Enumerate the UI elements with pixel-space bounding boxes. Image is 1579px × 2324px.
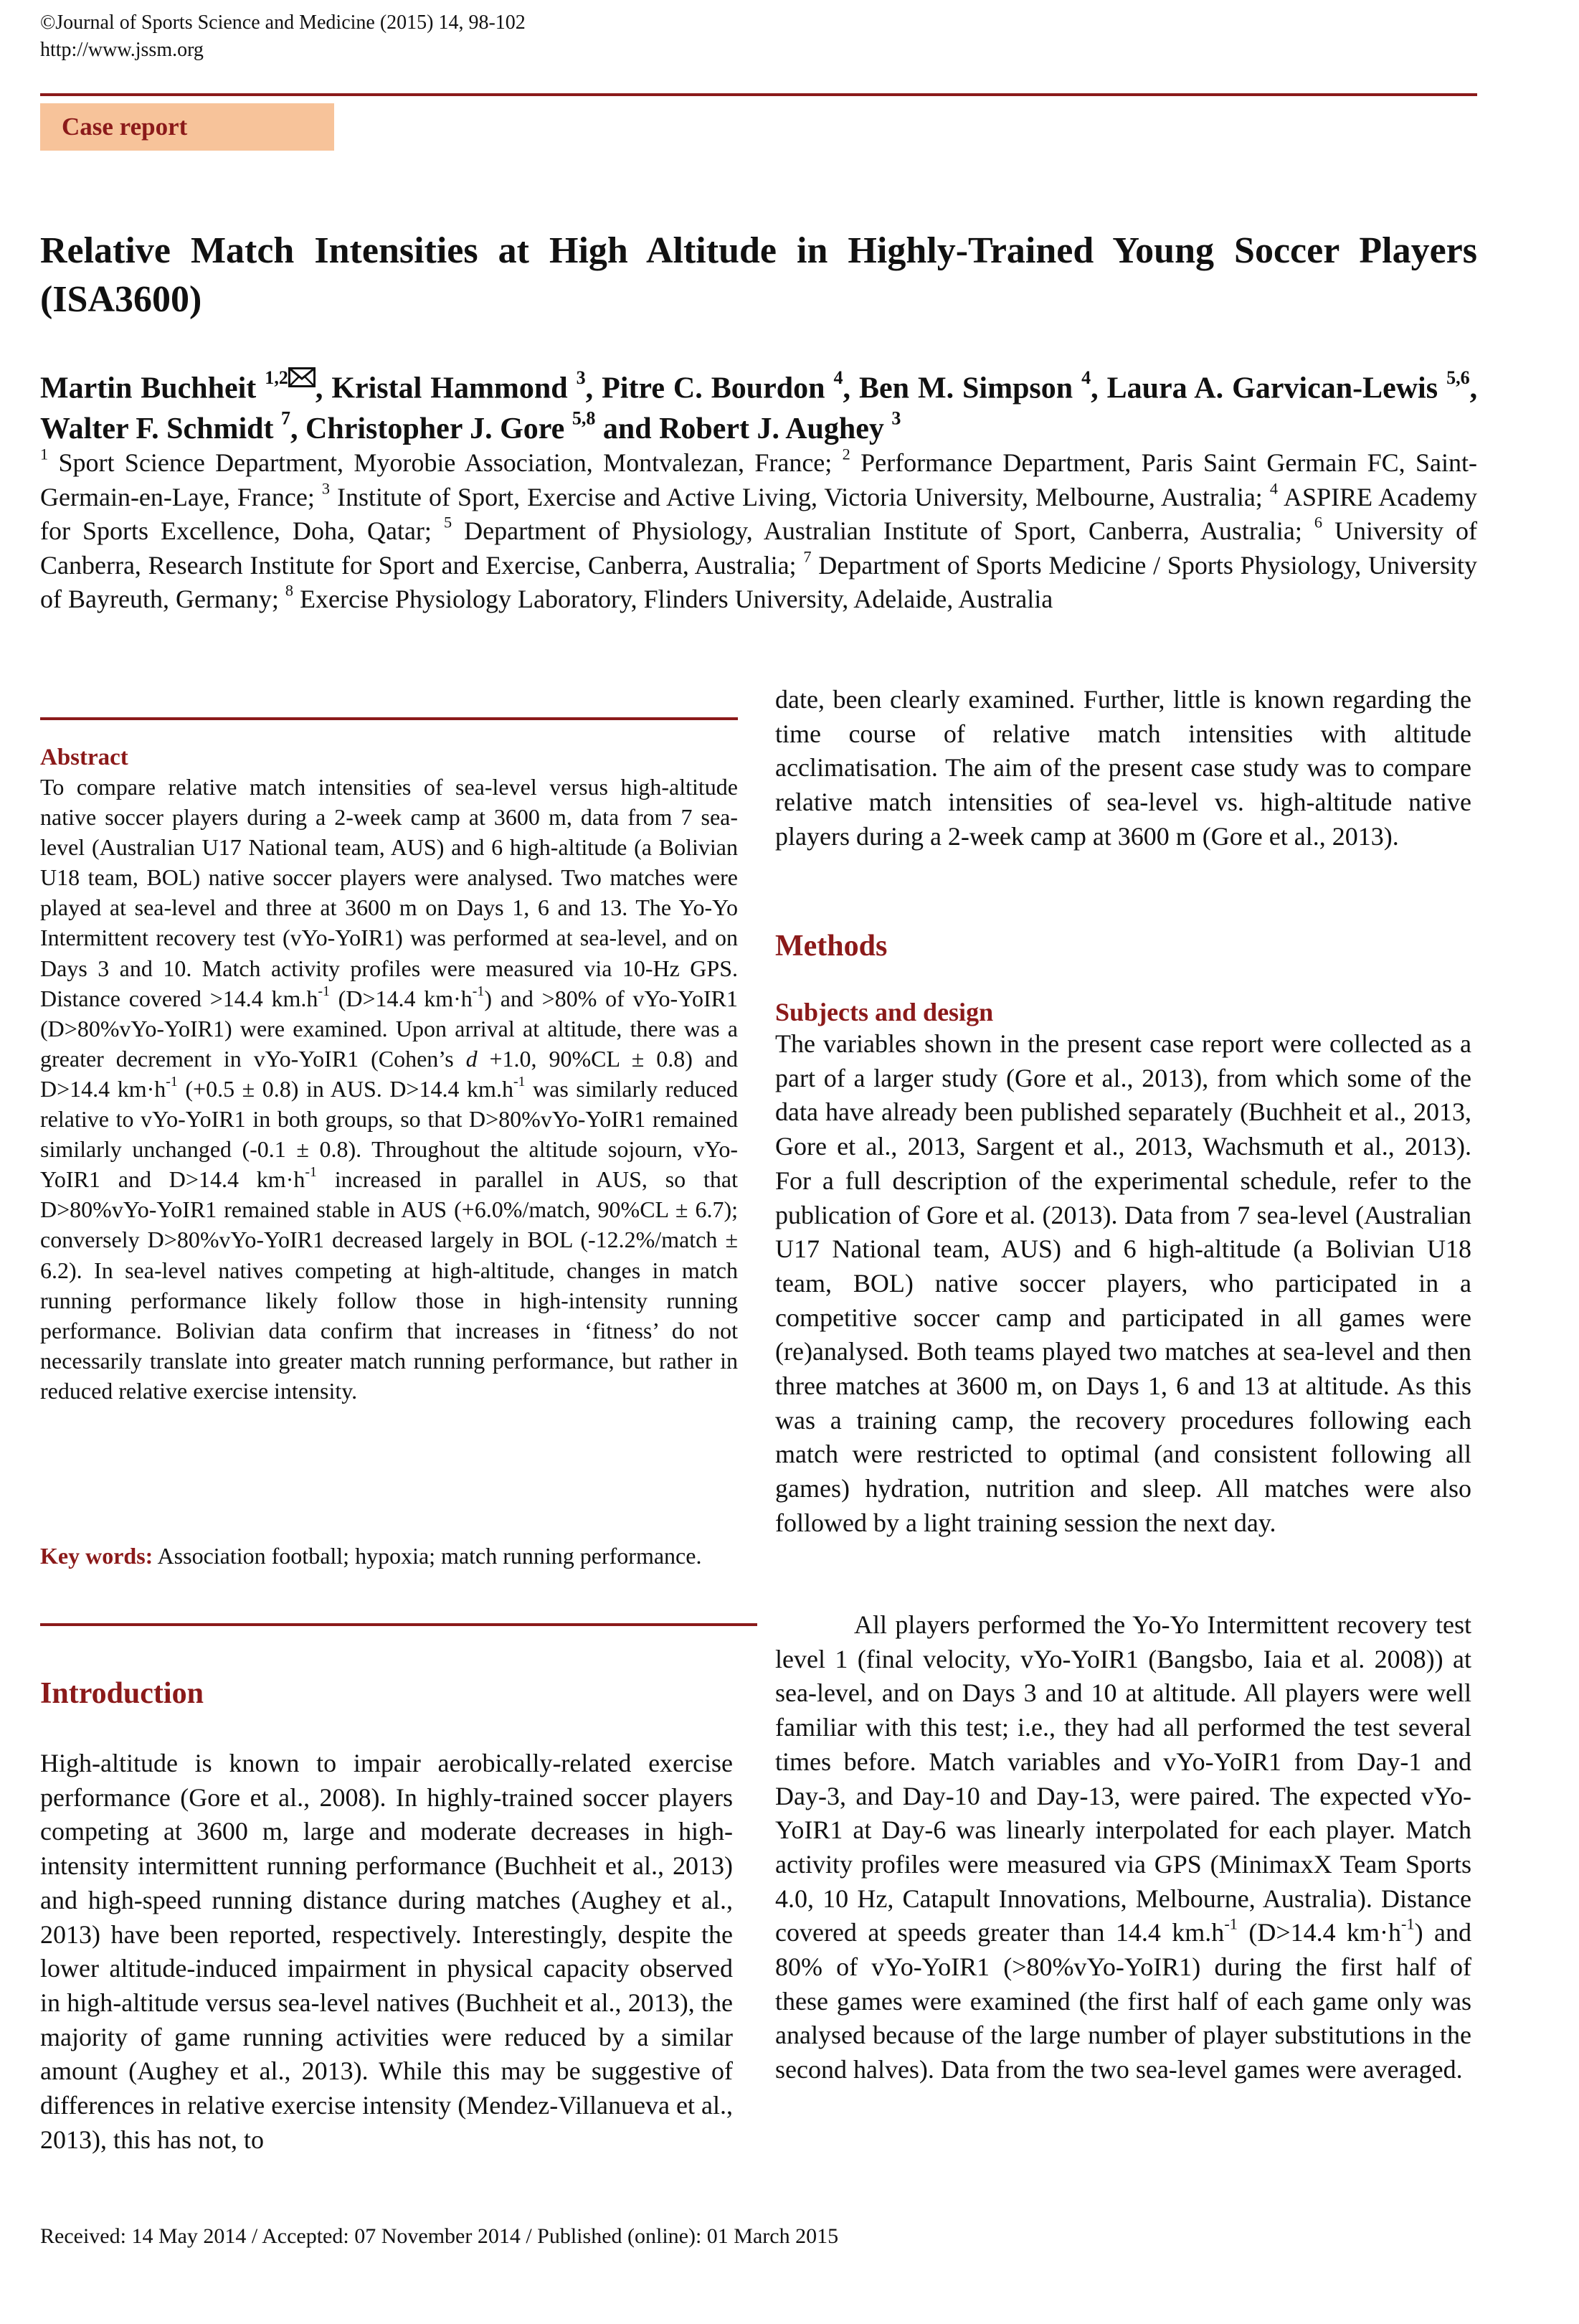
affiliation: Sport Science Department, Myorobie Association, Montvalezan, France;: [58, 448, 833, 477]
journal-url[interactable]: http://www.jssm.org: [40, 39, 204, 61]
article-type-badge: Case report: [40, 103, 334, 151]
methods-paragraph-2: All players performed the Yo-Yo Intermittent recovery test level 1 (final velocity, vYo-YoIR1 (Bangsbo, Iaia et al. 2008)) at sea-level, and on Days 3 and 10 at altitude. All players were well familiar with this test; i.e., they had all performed the test several times before. Match variables and vYo-YoIR1 from Day-1 and Day-3, and Day-10 and Day-13, were paired. The expected vYo-YoIR1 at Day-6 was linearly interpolated for each player. Match activity profiles were measured via GPS (MinimaxX Team Sports 4.0, 10 Hz, Catapult Innovations, Melbourne, Australia). Distance covered at speeds greater than 14.4 $km.h^{-1}$ (D>14.4 $km\cdot h^{-1}$) and 80% of vYo-YoIR1 (>80%vYo-YoIR1) during the first half of these games were examined (the first half of each game only was analysed because of the large number of player substitutions in the second halves). Data from the two sea-level games were averaged.: [775, 1610, 1472, 2084]
affil-sup: 5: [443, 513, 452, 532]
introduction-continued-text: date, been clearly examined. Further, little is known regarding the time course of relative match intensities with altitude acclimatisation. The aim of the present case study was to compare relative match intensities of sea-level vs. high-altitude native players during a 2-week camp at 3600 m (Gore et al., 2013).: [775, 685, 1471, 851]
author-affil-sup: 1,2: [265, 367, 288, 389]
author-name: Pitre C. Bourdon: [602, 372, 825, 405]
author-affil-sup: 7: [281, 407, 291, 429]
publication-dates: Received: 14 May 2014 / Accepted: 07 November 2014 / Published (online): 01 March 2015: [40, 2224, 839, 2248]
affil-sup: 2: [842, 445, 850, 463]
author-affil-sup: 5,6: [1446, 367, 1470, 389]
abstract-top-rule: [40, 717, 738, 720]
affiliation: Department of Sports Medicine / Sports Physiology, University of Bayreuth, Germany;: [40, 550, 1478, 613]
affil-sup: 4: [1269, 478, 1278, 497]
affiliations: [40, 446, 1477, 617]
abstract-bottom-rule: [40, 1623, 757, 1626]
author-list: Martin Buchheit $^{1,2}$ , Kristal Hammond $^3$, Pitre C. Bourdon $^4$, Ben M. Simpson $^4$, Laura A. Garvican-Lewis $^{5,6}$, Walter F. Schmidt $^7$, Christopher J. Gore $^{5,8}$ and Robert J. Aughey $^3$: [40, 367, 1478, 445]
author-affil-sup: 3: [576, 367, 586, 389]
affiliation: Performance Department, Paris Saint Germain FC, Saint-Germain-en-Laye, France;: [40, 448, 1477, 511]
keywords-label: Key words:: [40, 1543, 153, 1569]
author-affil-sup: 5,8: [572, 407, 596, 429]
author-name: Laura A. Garvican-Lewis: [1106, 372, 1438, 405]
affil-sup: 6: [1314, 513, 1323, 532]
author-affil-sup: 4: [833, 367, 843, 389]
author-name: Kristal Hammond: [331, 372, 568, 405]
affil-sup: 8: [285, 581, 294, 600]
abstract-heading: Abstract: [40, 745, 128, 770]
subjects-design-heading: Subjects and design: [775, 998, 994, 1026]
affil-sup: 3: [321, 478, 331, 497]
affiliation: Department of Physiology, Australian Institute of Sport, Canberra, Australia;: [464, 516, 1302, 545]
affiliation: Exercise Physiology Laboratory, Flinders University, Adelaide, Australia: [300, 585, 1053, 613]
introduction-text: High-altitude is known to impair aerobically-related exercise performance (Gore et al., 2008). In highly-trained soccer players competing at 3600 m, large and moderate decreases in high-intensity intermittent running performance (Buchheit et al., 2013) and high-speed running distance during matches (Aughey et al., 2013) have been reported, respectively. Interestingly, despite the lower altitude-induced impairment in physical capacity observed in high-altitude versus sea-level natives (Buchheit et al., 2013), the majority of game running activities were reduced by a similar amount (Aughey et al., 2013). While this may be suggestive of differences in relative exercise intensity (Mendez-Villanueva et al., 2013), this has not, to: [40, 1749, 733, 2154]
methods-heading: Methods: [775, 930, 888, 963]
abstract-text: To compare relative match intensities of sea-level versus high-altitude native soccer players during a 2-week camp at 3600 m, data from 7 sea-level (Australian U17 National team, AUS) and 6 high-altitude (a Bolivian U18 team, BOL) native soccer players were analysed. Two matches were played at sea-level and three at 3600 m on Days 1, 6 and 13. The Yo-Yo Intermittent recovery test (vYo-YoIR1) was performed at sea-level, and on Days 3 and 10. Match activity profiles were measured via 10-Hz GPS. Distance covered >14.4 $km.h^{-1}$ (D>14.4 $km\cdot h^{-1}$) and >80% of vYo-YoIR1 (D>80%vYo-YoIR1) were examined. Upon arrival at altitude, there was a greater decrement in vYo-YoIR1 (Cohen’s d +1.0, 90%CL ± 0.8) and D>14.4 $km\cdot h^{-1}$ (+0.5 ± 0.8) in AUS. D>14.4 $km.h^{-1}$ was similarly reduced relative to vYo-YoIR1 in both groups, so that D>80%vYo-YoIR1 remained similarly unchanged (-0.1 ± 0.8). Throughout the altitude sojourn, vYo-YoIR1 and D>14.4 $km\cdot h^{-1}$ increased in parallel in AUS, so that D>80%vYo-YoIR1 remained stable in AUS (+6.0%/match, 90%CL ± 6.7); conversely D>80%vYo-YoIR1 decreased largely in BOL (-12.2%/match ± 6.2). In sea-level natives competing at high-altitude, changes in match running performance likely follow those in high-intensity running performance. Bolivian data confirm that increases in ‘fitness’ do not necessarily translate into greater match running performance, but rather in reduced relative exercise intensity.: [40, 774, 739, 1404]
author-name: Walter F. Schmidt: [40, 412, 274, 445]
article-title: Relative Match Intensities at High Altitude in Highly-Trained Young Soccer Players (ISA3600): [40, 230, 1477, 320]
author-affil-sup: 4: [1081, 367, 1091, 389]
header-rule: [40, 93, 1477, 96]
author-name: Martin Buchheit: [40, 372, 257, 405]
author-name: Ben M. Simpson: [858, 372, 1073, 405]
methods-paragraph-1: The variables shown in the present case report were collected as a part of a larger study (Gore et al., 2013), from which some of the data have already been published separately (Buchheit et al., 2013, Gore et al., 2013, Sargent et al., 2013, Wachsmuth et al., 2013). For a full description of the experimental schedule, refer to the publication of Gore et al. (2013). Data from 7 sea-level (Australian U17 National team, AUS) and 6 high-altitude (a Bolivian U18 team, BOL) native soccer players, who participated in a competitive soccer camp and participated in all games were (re)analysed. Both teams played two matches at sea-level and then three matches at 3600 m, on Days 1, 6 and 13 at altitude. As this was a training camp, the recovery procedures following each match were restricted to optimal (and consistent following all games) hydration, nutrition and sleep. All matches were also followed by a light training session the next day.: [775, 1029, 1471, 1537]
affiliation: Institute of Sport, Exercise and Active Living, Victoria University, Melbourne, Australia;: [337, 482, 1263, 511]
affil-sup: 1: [40, 445, 49, 463]
author-name: Christopher J. Gore: [305, 412, 565, 445]
author-name: Robert J. Aughey: [659, 412, 884, 445]
keywords: Key words: Association football; hypoxia; match running performance.: [40, 1543, 702, 1569]
envelope-icon[interactable]: [288, 367, 316, 387]
affiliation: ASPIRE Academy for Sports Excellence, Doha, Qatar;: [40, 482, 1478, 545]
affiliation: University of Canberra, Research Institute for Sport and Exercise, Canberra, Australia;: [40, 516, 1478, 580]
journal-citation: ©Journal of Sports Science and Medicine (2015) 14, 98-102: [40, 11, 526, 34]
introduction-heading: Introduction: [40, 1677, 204, 1710]
affil-sup: 7: [803, 547, 812, 565]
author-affil-sup: 3: [891, 407, 901, 429]
